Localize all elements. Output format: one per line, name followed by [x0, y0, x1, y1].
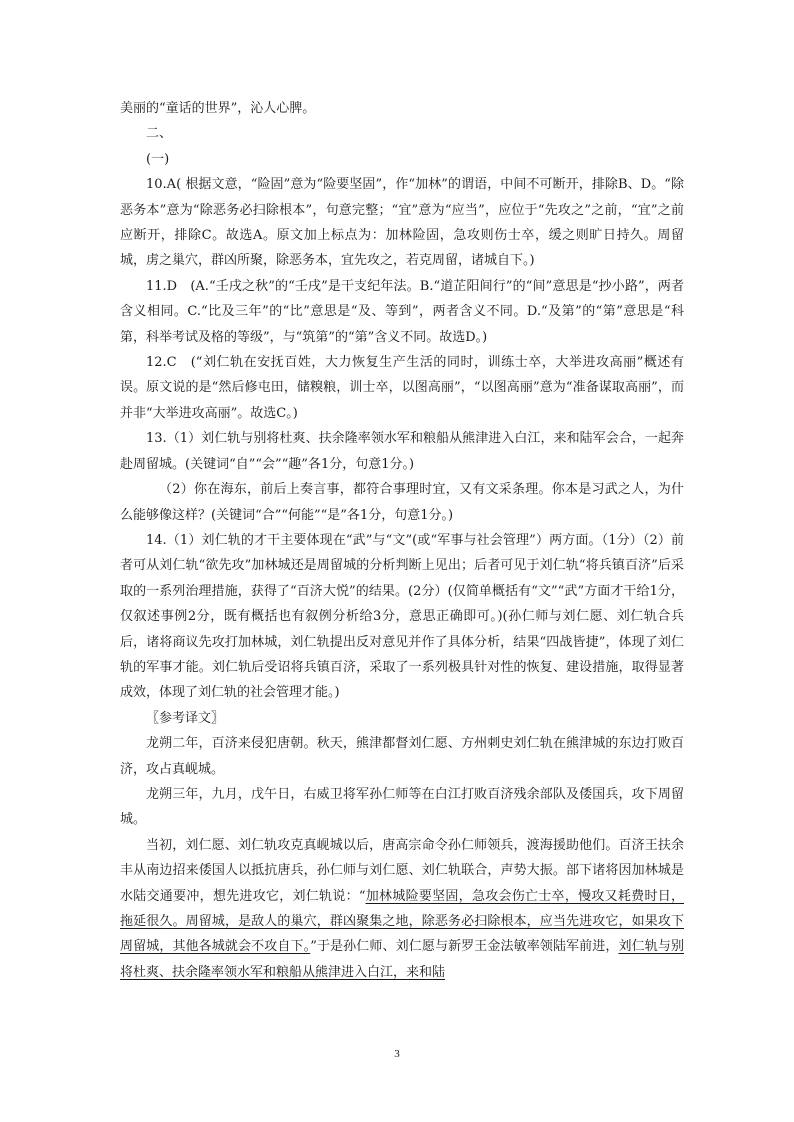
answer-10: 10.A( 根据文意，“险固”意为“险要坚固”，作“加林”的谓语，中间不可断开，排除B、D。“除恶务本”意为“除恶务必扫除根本”，句意完整；“宜”意为“应当”，应位于“先攻之”之前，“宜”之前应断开，排除C。故选A。原文加上标点为：加林险固，急攻则伤士卒，缓之则旷日持久。周留城，虏之巢穴，群凶所聚，除恶务本，宜先攻之，若克周留，诸城自下。) [120, 177, 684, 269]
line-intro: 美丽的“童话的世界”，沁人心脾。 [120, 101, 316, 116]
underlined-quote-2: 刘仁轨与别将杜爽、扶余隆率领水军和粮船从熊津进入白江，来和陆 [120, 939, 684, 980]
answer-13-part1: 13.（1）刘仁轨与别将杜爽、扶余隆率领水军和粮船从熊津进入白江，来和陆军会合，一起奔赴周留城。(关键词“自”“会”“趣”各1分，句意1分。) [120, 431, 684, 472]
underlined-quote-1: 加林城险要坚固，急攻会伤亡士卒，慢攻又耗费时日，拖延很久。周留城，是敌人的巢穴，群凶聚集之地，除恶务必扫除根本，应当先进攻它，如果攻下周留城，其他各城就会不攻自下。 [120, 888, 684, 955]
answer-12: 12.C (“刘仁轨在安抚百姓，大力恢复生产生活的同时，训练士卒，大举进攻高丽”概述有误。原文说的是“然后修屯田，储糗粮，训士卒，以图高丽”，“以图高丽”意为“准备谋取高丽”，而并非“大举进攻高丽”。故选C。) [120, 355, 684, 421]
translation-para-2: 龙朔三年，九月，戊午日，右威卫将军孙仁师等在白江打败百济残余部队及倭国兵，攻下周留城。 [120, 786, 684, 828]
page-number: 3 [394, 1048, 400, 1060]
document-body [120, 96, 684, 985]
answer-14: 14.（1）刘仁轨的才干主要体现在“武”与“文”(或“军事与社会管理”）两方面。（1分）（2）前者可从刘仁轨“欲先攻”加林城还是周留城的分析判断上见出；后者可见于刘仁轨“将兵镇百济”后采取的一系列治理措施，获得了“百济大悦”的结果。(2分）(仅简单概括有“文”“武”方面才干给1分，仅叙述事例2分，既有概括也有叙例分析给3分，意思正确即可。)(孙仁师与刘仁愿、刘仁轨合兵后，诸将商议先攻打加林城，刘仁轨提出反对意见并作了具体分析，结果“四战皆捷”，体现了刘仁轨的军事才能。刘仁轨后受诏将兵镇百济，采取了一系列极具针对性的恢复、建设措施，取得显著成效，体现了刘仁轨的社会管理才能。) [120, 532, 684, 701]
translation-para-3-start: 当初，刘仁愿、刘仁轨攻克真岘城以后，唐高宗命令孙仁师领兵，渡海援助他们。百济王扶余丰从南边招来倭国人以抵抗唐兵，孙仁师与刘仁愿、刘仁轨联合，声势大振。部下诸将因加林城是水陆交通要冲，想先进攻它，刘仁轨说：“ [120, 837, 684, 904]
subsection-heading: (一) [146, 151, 170, 167]
section-heading: 二、 [146, 126, 173, 142]
translation-para-3 [120, 833, 684, 985]
reference-translation-title: 〖参考译文〗 [146, 710, 225, 726]
answer-13-part2: （2）你在海东，前后上奏言事，都符合事理时宜，又有文采条理。你本是习武之人，为什么能够像这样？(关键词“合”“何能”“是”各1分，句意1分。) [120, 482, 684, 523]
translation-para-1: 龙朔二年，百济来侵犯唐朝。秋天，熊津都督刘仁愿、方州刺史刘仁轨在熊津城的东边打败百济，攻占真岘城。 [120, 736, 684, 777]
answer-11: 11.D (A.“壬戌之秋”的“壬戌”是干支纪年法。B.“道芷阳间行”的“间”意思是“抄小路”，两者含义相同。C.“比及三年”的“比”意思是“及、等到”，两者含义不同。D.“及第”的“第”意思是“科第，科举考试及格的等级”，与“筑第”的“第”含义不同。故选D。) [120, 278, 684, 345]
translation-para-3-middle: ”于是孙仁师、刘仁愿与新罗王金法敏率领陆军前进， [310, 939, 619, 955]
